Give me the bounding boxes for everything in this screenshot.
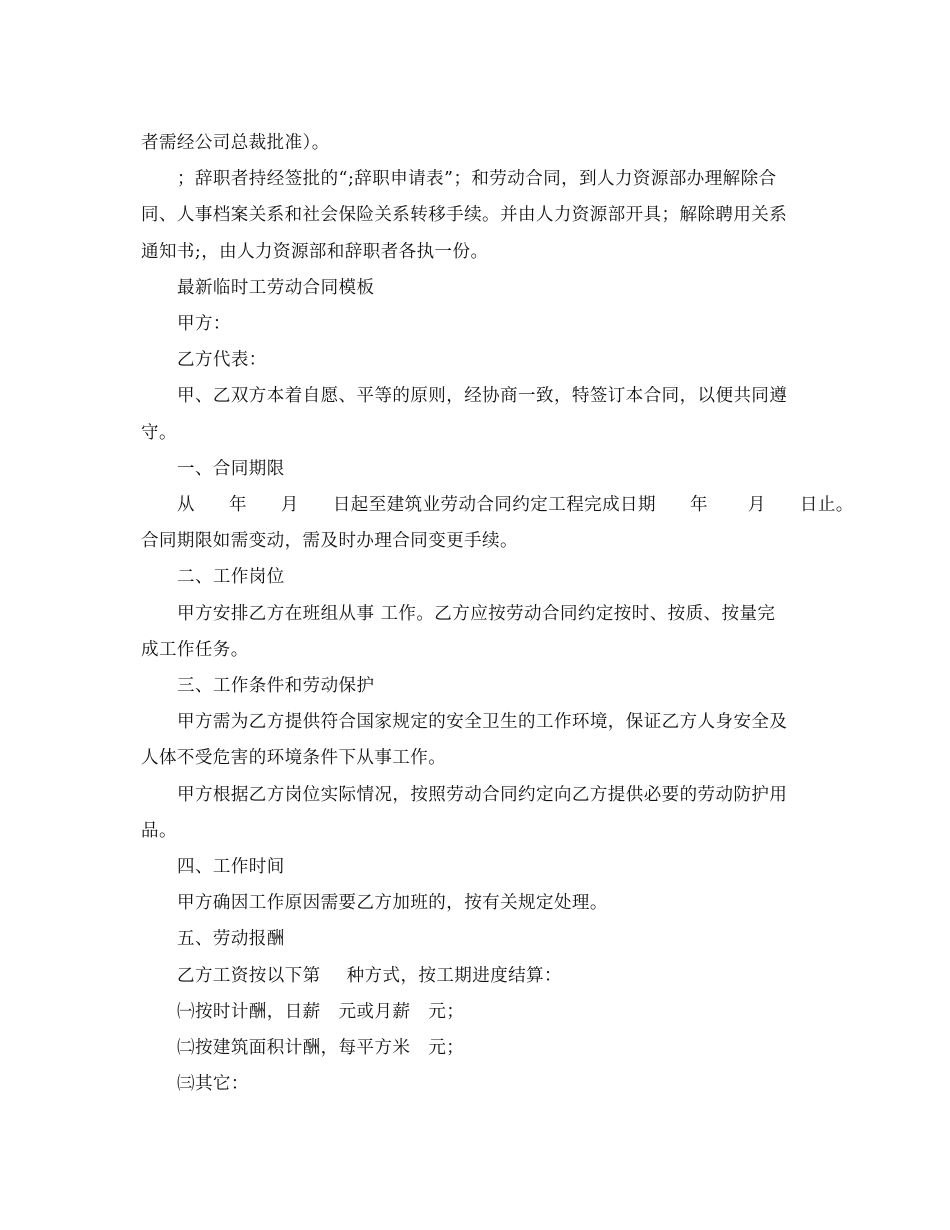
paragraph (141, 958, 811, 994)
text-line: 二、工作岗位 (177, 567, 285, 588)
text-line: 甲方需为乙方提供符合国家规定的安全卫生的工作环境，保证乙方人身安全及 (177, 712, 788, 733)
text-fragment: ㈡按建筑面积计酬，每平方米 (177, 1038, 411, 1059)
paragraph (141, 487, 854, 523)
text-line: 甲方安排乙方在班组从事 工作。乙方应按劳动合同约定按时、按质、按量完 (177, 603, 776, 624)
text-fragment: 乙方工资按以下第 (177, 965, 321, 986)
text-fragment: 元； (428, 1038, 465, 1059)
paragraph-continuation (141, 813, 811, 849)
text-fragment: 元； (428, 1001, 465, 1022)
paragraph (141, 161, 811, 197)
list-item (141, 1066, 811, 1102)
text-line: 人体不受危害的环境条件下从事工作。 (141, 748, 447, 769)
party-b-line (141, 342, 811, 378)
paragraph-continuation (141, 197, 811, 233)
text-line: 甲方确因工作原因需要乙方加班的，按有关规定处理。 (177, 893, 608, 914)
document-body (141, 125, 854, 1102)
text-line: 甲方根据乙方岗位实际情况，按照劳动合同约定向乙方提供必要的劳动防护用 (177, 784, 788, 805)
paragraph-continuation (141, 632, 811, 668)
list-item (141, 994, 811, 1030)
text-line: 四、工作时间 (177, 857, 285, 878)
paragraph (141, 704, 811, 740)
paragraph (141, 125, 811, 161)
section-heading (141, 921, 811, 957)
text-line: 合同期限如需变动，需及时办理合同变更手续。 (141, 531, 518, 552)
text-fragment: ㈠按时计酬，日薪 (177, 1001, 321, 1022)
paragraph (141, 885, 811, 921)
paragraph-continuation (141, 523, 811, 559)
paragraph-continuation (141, 234, 811, 270)
text-line: 成工作任务。 (141, 639, 249, 660)
text-line: 三、工作条件和劳动保护 (177, 676, 375, 697)
text-line: 一、合同期限 (177, 458, 285, 479)
paragraph-continuation (141, 740, 811, 776)
text-fragment: 年 (228, 495, 247, 516)
text-fragment: 月 (280, 495, 299, 516)
text-fragment: 月 (747, 495, 766, 516)
text-line: 乙方代表： (177, 350, 267, 371)
text-line: 品。 (141, 820, 177, 841)
paragraph (141, 596, 811, 632)
list-item (141, 1030, 811, 1066)
section-heading (141, 849, 811, 885)
text-line: 五、劳动报酬 (177, 929, 285, 950)
section-heading (141, 668, 811, 704)
text-line: 甲方： (177, 314, 231, 335)
text-line: ；辞职者持经签批的“;辞职申请表”；和劳动合同，到人力资源部办理解除合 (177, 169, 777, 190)
text-line: ㈢其它： (177, 1074, 249, 1095)
paragraph (141, 777, 811, 813)
text-fragment: 日止。 (799, 495, 854, 516)
text-line: 同、人事档案关系和社会保险关系转移手续。并由人力资源部开具；解除聘用关系 (141, 205, 788, 226)
section-heading (141, 559, 811, 595)
paragraph (141, 378, 811, 414)
text-fragment: 元或月薪 (338, 1001, 411, 1022)
text-line: 最新临时工劳动合同模板 (177, 277, 375, 298)
text-fragment: 日起至建筑业劳动合同约定工程完成日期 (332, 495, 656, 516)
text-fragment: 年 (689, 495, 708, 516)
section-heading (141, 451, 811, 487)
text-fragment: 种方式，按工期进度结算： (346, 965, 563, 986)
paragraph-continuation (141, 415, 811, 451)
text-line: 者需经公司总裁批准）。 (141, 133, 330, 153)
text-line: 守。 (141, 422, 177, 443)
text-line: 通知书;，由人力资源部和辞职者各执一份。 (141, 241, 489, 262)
text-line: 甲、乙双方本着自愿、平等的原则，经协商一致，特签订本合同，以便共同遵 (177, 386, 788, 407)
text-fragment: 从 (177, 495, 195, 516)
document-title (141, 270, 811, 306)
party-a-line (141, 306, 811, 342)
